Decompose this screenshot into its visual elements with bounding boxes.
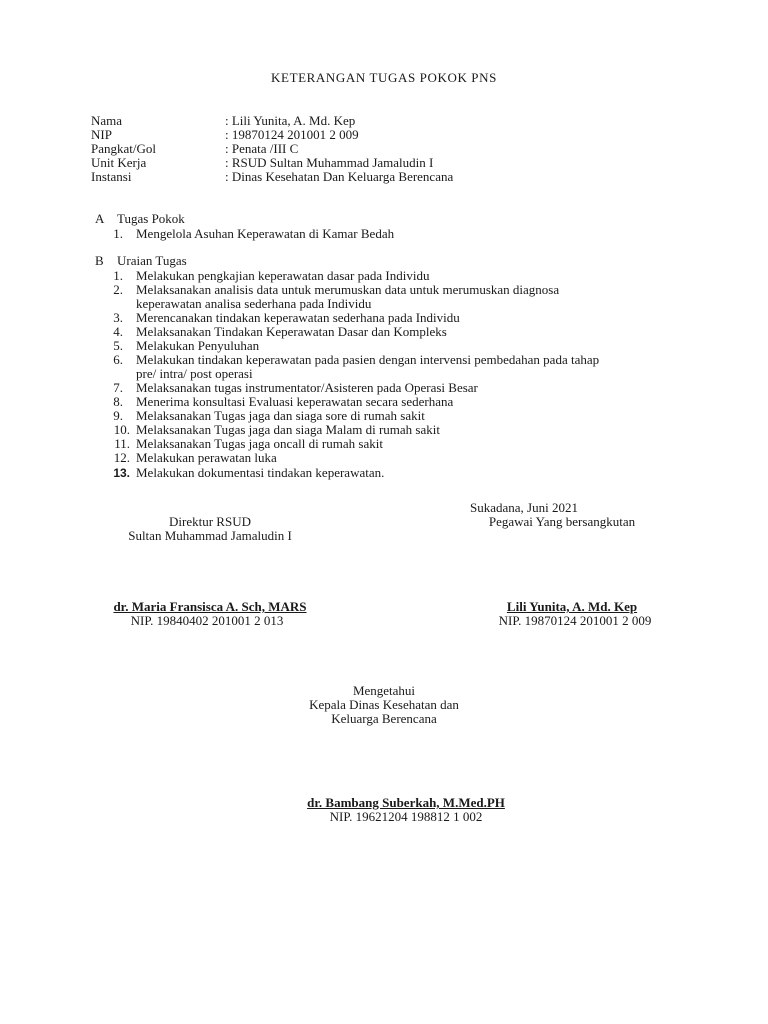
right-signer-role: Pegawai Yang bersangkutan (488, 514, 636, 529)
section-b-heading (95, 254, 187, 268)
item-number: 12. (113, 450, 130, 465)
item-text: Melakukan perawatan luka (136, 450, 277, 465)
identity-label: Pangkat/Gol (91, 141, 156, 156)
item-text: Melaksanakan Tugas jaga oncall di rumah sakit (136, 436, 383, 451)
item-number: 5. (113, 338, 123, 353)
item-text: Melaksanakan Tugas jaga dan siaga sore di rumah sakit (136, 408, 425, 423)
section-a-heading (95, 212, 185, 226)
identity-label: NIP (91, 127, 112, 142)
item-number: 8. (113, 394, 123, 409)
item-text: Melakukan pengkajian keperawatan dasar pada Individu (136, 268, 430, 283)
item-number: 3. (113, 310, 123, 325)
left-signer-nip: NIP. 19840402 201001 2 013 (130, 613, 284, 628)
identity-label: Nama (91, 113, 123, 128)
acknowledgement-heading: Mengetahui (352, 683, 416, 698)
identity-value: : 19870124 201001 2 009 (225, 127, 359, 142)
place-date: Sukadana, Juni 2021 (470, 500, 578, 515)
right-signer-name: Lili Yunita, A. Md. Kep (506, 599, 638, 614)
left-signer-name: dr. Maria Fransisca A. Sch, MARS (113, 599, 307, 614)
item-number: 6. (113, 352, 123, 367)
item-number: 11. (114, 436, 130, 451)
section-heading-text: Uraian Tugas (117, 253, 187, 268)
acknowledgement-signer-nip: NIP. 19621204 198812 1 002 (329, 809, 483, 824)
item-text-continued: pre/ intra/ post operasi (136, 366, 253, 381)
item-text: Melaksanakan Tindakan Keperawatan Dasar dan Kompleks (136, 324, 447, 339)
item-number: 9. (113, 408, 123, 423)
item-text: Menerima konsultasi Evaluasi keperawatan secara sederhana (136, 394, 454, 409)
acknowledgement-signer-name: dr. Bambang Suberkah, M.Med.PH (307, 795, 505, 810)
item-number: 1. (113, 226, 123, 241)
acknowledgement-institution: Keluarga Berencana (331, 711, 437, 726)
right-signer-nip: NIP. 19870124 201001 2 009 (498, 613, 652, 628)
identity-label: Instansi (91, 169, 132, 184)
identity-label: Unit Kerja (91, 155, 147, 170)
item-number: 7. (113, 380, 123, 395)
document-title: KETERANGAN TUGAS POKOK PNS (271, 70, 497, 85)
item-text: Melakukan tindakan keperawatan pada pasien dengan intervensi pembedahan pada tahap (136, 352, 600, 367)
left-signer-role: Direktur RSUD (169, 514, 251, 529)
identity-value: : Dinas Kesehatan Dan Keluarga Berencana (225, 169, 454, 184)
left-signer-institution: Sultan Muhammad Jamaludin I (128, 528, 292, 543)
item-number: 1. (113, 268, 123, 283)
identity-value: : RSUD Sultan Muhammad Jamaludin I (225, 155, 434, 170)
section-heading-text: Tugas Pokok (117, 211, 185, 226)
section-letter: B (95, 253, 104, 268)
item-text: Melaksanakan Tugas jaga dan siaga Malam di rumah sakit (136, 422, 440, 437)
item-text: Melaksanakan analisis data untuk merumuskan data untuk merumuskan diagnosa (136, 282, 560, 297)
item-text: Melakukan Penyuluhan (136, 338, 260, 353)
item-text: Melakukan dokumentasi tindakan keperawatan. (136, 465, 385, 480)
item-text: Mengelola Asuhan Keperawatan di Kamar Bedah (136, 226, 395, 241)
item-number: 13. (113, 466, 130, 480)
item-number: 10. (113, 422, 130, 437)
item-text-continued: keperawatan analisa sederhana pada Individu (136, 296, 372, 311)
section-letter: A (95, 211, 105, 226)
item-text: Melaksanakan tugas instrumentator/Asisteren pada Operasi Besar (136, 380, 478, 395)
identity-value: : Lili Yunita, A. Md. Kep (225, 113, 356, 128)
item-number: 2. (113, 282, 123, 297)
item-text: Merencanakan tindakan keperawatan sederhana pada Individu (136, 310, 460, 325)
item-number: 4. (113, 324, 123, 339)
identity-value: : Penata /III C (225, 141, 299, 156)
acknowledgement-role: Kepala Dinas Kesehatan dan (309, 697, 459, 712)
